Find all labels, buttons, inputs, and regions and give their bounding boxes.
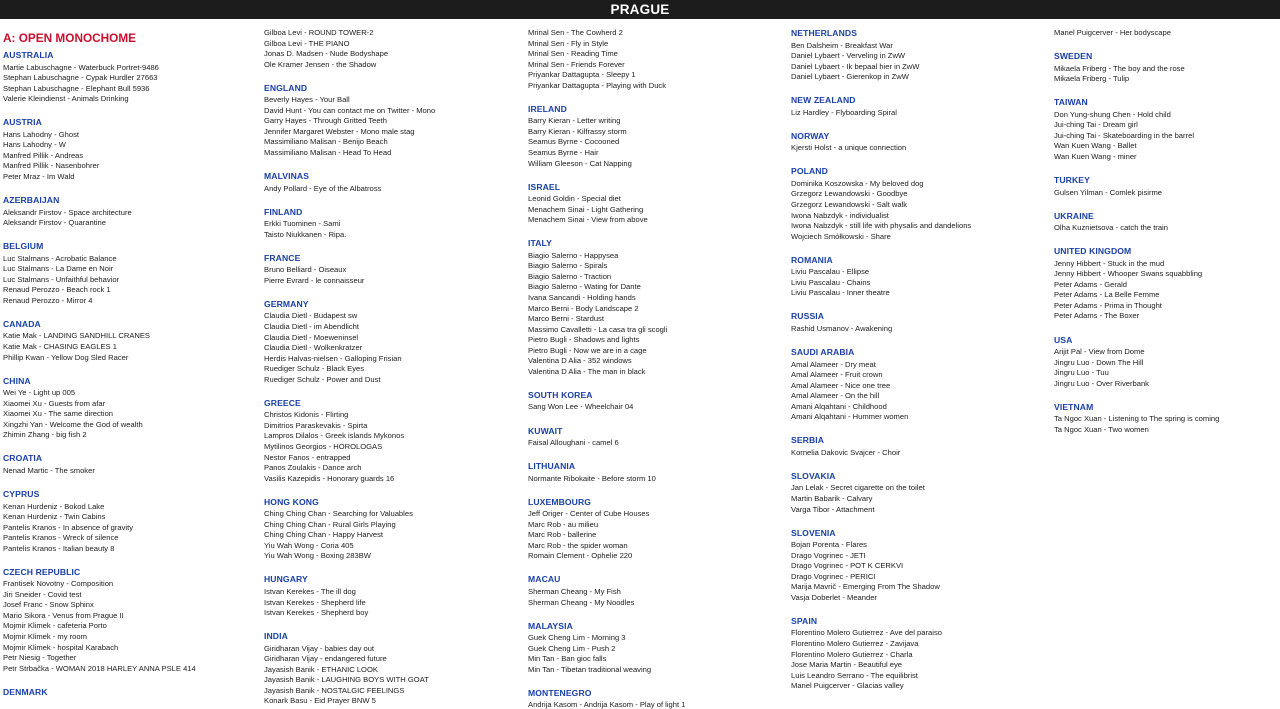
- country-heading: LITHUANIA: [528, 461, 576, 472]
- country-heading: BELGIUM: [3, 241, 44, 252]
- entry-item: Peter Adams - Prima in Thought: [1054, 300, 1162, 310]
- country-group: [528, 182, 788, 226]
- entry-item: Grzegorz Lewandowski - Goodbye: [791, 189, 908, 199]
- entry-item: Jingru Luo - Down The Hill: [1054, 357, 1144, 367]
- entry-item: Priyankar Dattagupta - Sleepy 1: [528, 70, 636, 80]
- entry-item: Mytilinos Georgios - HOROLOGAS: [264, 441, 383, 451]
- country-heading: VIETNAM: [1054, 401, 1094, 412]
- entry-item: Wojciech Smółkowski - Share: [791, 231, 891, 241]
- country-group: [528, 497, 788, 562]
- country-group: [264, 299, 524, 385]
- entry-item: Gilboa Levi - THE PIANO: [264, 38, 350, 48]
- entry-item: Pantelis Kranos - In absence of gravity: [3, 522, 134, 532]
- entry-item: Dominika Koszowska - My beloved dog: [791, 178, 924, 188]
- entry-item: Marc Rob - au milieu: [528, 519, 599, 529]
- country-group: [528, 426, 788, 449]
- entry-item: Valentina D Alia - 352 windows: [528, 356, 632, 366]
- entry-item: Nestor Fanos - entrapped: [264, 452, 351, 462]
- entry-item: Wan Kuen Wang - Ballet: [1054, 141, 1137, 151]
- entry-item: Claudia Dietl - Wolkenkratzer: [264, 343, 363, 353]
- entry-item: Herdis Halvas-nielsen - Galloping Frisian: [264, 353, 402, 363]
- entry-item: Marc Rob - the spider woman: [528, 540, 628, 550]
- entry-item: Istvan Kerekes - The ill dog: [264, 586, 356, 596]
- country-heading: UNITED KINGDOM: [1054, 246, 1132, 257]
- country-group: [791, 131, 1051, 154]
- country-group: [791, 255, 1051, 299]
- entry-item: Marija Mavrič - Emerging From The Shadow: [791, 582, 940, 592]
- country-heading: CYPRUS: [3, 489, 40, 499]
- entry-item: Min Tan - Ban gioc falls: [528, 654, 607, 664]
- country-group: [1054, 97, 1278, 162]
- entry-item: Florentino Molero Gutierrez - Ave del paraiso: [791, 628, 942, 638]
- entry-item: Jingru Luo - Tuu: [1054, 368, 1109, 378]
- entry-item: Giridharan Vijay - babies day out: [264, 643, 375, 653]
- entry-item: Liviu Pascalau - Ellipse: [791, 267, 870, 277]
- entry-item: Menachem Sinai - Light Gathering: [528, 204, 644, 214]
- entry-item: Petr Niesig - Together: [3, 653, 77, 663]
- country-heading: MALVINAS: [264, 171, 310, 182]
- entry-item: Vasja Doberlet - Meander: [791, 592, 877, 602]
- entry-item: Claudia Dietl - Moeweninsel: [264, 332, 359, 342]
- entry-item: Jeff Origer - Center of Cube Houses: [528, 509, 650, 519]
- entry-item: Mojmir Klimek - my room: [3, 632, 87, 642]
- country-heading: TURKEY: [1054, 175, 1090, 186]
- entry-item: Garry Hayes - Through Gritted Teeth: [264, 116, 387, 126]
- entry-item: Martin Babarik - Calvary: [791, 494, 873, 503]
- entry-item: Massimiliano Malisan - Benijo Beach: [264, 137, 388, 147]
- entry-item: Seamus Byrne - Cocooned: [528, 137, 620, 147]
- country-heading: ROMANIA: [791, 254, 833, 265]
- entry-item: Josef Franc - Snow Sphinx: [3, 600, 94, 610]
- entry-item: Jui-ching Tai - Dream girl: [1054, 120, 1138, 130]
- entry-item: Biagio Salerno - Happysea: [528, 250, 619, 260]
- entry-item: Florentino Molero Gutierrez - Zavijava: [791, 639, 919, 649]
- entry-item: Kenan Hurdeniz - Bokod Lake: [3, 501, 105, 511]
- entry-item: Wan Kuen Wang - miner: [1054, 151, 1137, 161]
- entry-item: Nenad Martic - The smoker: [3, 465, 95, 475]
- entry-item: Mrinal Sen - Fly in Style: [528, 38, 609, 48]
- entry-item: Panos Zoulakis - Dance arch: [264, 463, 362, 473]
- entry-item: Ching Ching Chan - Happy Harvest: [264, 530, 384, 540]
- country-group: [264, 631, 524, 707]
- entry-item: Wei Ye - Light up 005: [3, 388, 76, 398]
- country-heading: CROATIA: [3, 453, 43, 464]
- country-heading: ENGLAND: [264, 82, 308, 93]
- country-heading: SLOVENIA: [791, 527, 836, 538]
- entry-item: Hans Lahodny - W: [3, 140, 66, 150]
- entry-item: David Hunt - You can contact me on Twitter - Mono: [264, 105, 436, 115]
- entry-item: Peter Adams - La Belle Femme: [1054, 290, 1160, 300]
- entry-item: Daniel Lybaert - Gierenkop in ZwW: [791, 72, 909, 82]
- entry-item: Massimiliano Malisan - Head To Head: [264, 147, 392, 157]
- entry-item: Dimitrios Paraskevakis - Spirta: [264, 420, 368, 430]
- country-group: [264, 398, 524, 484]
- entry-item: Seamus Byrne - Hair: [528, 147, 599, 157]
- entry-item: Normante Ribokaite - Before storm 10: [528, 473, 656, 483]
- entry-item: Istvan Kerekes - Shepherd life: [264, 597, 366, 607]
- country-group: [528, 28, 788, 91]
- entry-item: Marco Berni - Stardust: [528, 314, 604, 324]
- entry-item: Manfred Pillik - Nasenbohrer: [3, 161, 100, 171]
- country-group: [528, 621, 788, 676]
- entry-item: Andrija Kasom - Andrija Kasom - Play of light 1: [528, 700, 686, 709]
- page-title: PRAGUE: [610, 2, 670, 17]
- country-group: [3, 489, 253, 554]
- country-heading: CANADA: [3, 318, 41, 329]
- country-group: [1054, 335, 1278, 390]
- country-group: [528, 390, 788, 413]
- entry-item: Renaud Perozzo - Mirror 4: [3, 295, 93, 305]
- entry-item: Pantelis Kranos - Italian beauty 8: [3, 543, 115, 553]
- country-heading: IRELAND: [528, 103, 567, 114]
- entry-item: Liviu Pascalau - Inner theatre: [791, 288, 890, 298]
- entry-item: Katie Mak - LANDING SANDHILL CRANES: [3, 331, 150, 341]
- entry-item: Rashid Usmanov - Awakening: [791, 323, 893, 333]
- entry-item: Jiri Sneider - Covid test: [3, 589, 82, 599]
- entry-item: Ruediger Schulz - Power and Dust: [264, 374, 381, 384]
- entry-item: Min Tan - Tibetan traditional weaving: [528, 664, 652, 674]
- country-group: [264, 28, 524, 70]
- country-group: [528, 688, 788, 709]
- country-heading: AZERBAIJAN: [3, 195, 60, 206]
- country-group: [791, 528, 1051, 604]
- entry-item: Pantelis Kranos - Wreck of silence: [3, 533, 119, 543]
- country-group: [1054, 28, 1278, 39]
- country-heading: ITALY: [528, 238, 552, 249]
- country-group: [791, 435, 1051, 458]
- entry-item: Jayasish Banik - LAUGHING BOYS WITH GOAT: [264, 675, 429, 685]
- entry-item: Stephan Labuschagne - Elephant Bull 5936: [3, 83, 150, 93]
- country-heading: USA: [1054, 334, 1073, 345]
- entry-item: Jayasish Banik - ETHANIC LOOK: [264, 664, 378, 674]
- country-heading: FINLAND: [264, 206, 303, 217]
- country-group: [3, 567, 253, 674]
- entry-item: Sherman Cheang - My Noodles: [528, 597, 635, 607]
- country-heading: ISRAEL: [528, 181, 561, 192]
- country-group: [3, 319, 253, 363]
- country-group: [1054, 402, 1278, 436]
- entry-item: Istvan Kerekes - Shepherd boy: [264, 608, 369, 618]
- section-title: A: OPEN MONOCHOME: [3, 31, 137, 45]
- entry-item: Luis Leandro Serrano - The equilibrist: [791, 670, 918, 680]
- entry-item: Ivana Sancandi - Holding hands: [528, 292, 636, 302]
- country-heading: SPAIN: [791, 615, 818, 626]
- column-1: [3, 28, 253, 709]
- country-group: [528, 104, 788, 169]
- entry-item: Priyankar Dattagupta - Playing with Duck: [528, 80, 667, 90]
- entry-item: Ta Ngoc Xuan - Two women: [1054, 424, 1149, 434]
- country-heading: UKRAINE: [1054, 210, 1094, 221]
- entry-item: Valerie Kleindienst - Animals Drinking: [3, 94, 129, 104]
- entry-item: Peter Adams - Gerald: [1054, 279, 1128, 289]
- country-heading: MONTENEGRO: [528, 687, 592, 698]
- country-heading: DENMARK: [3, 686, 48, 697]
- entry-item: Xiaomei Xu - The same direction: [3, 409, 114, 419]
- entry-item: Guek Cheng Lim - Push 2: [528, 643, 616, 653]
- country-group: [528, 238, 788, 377]
- entry-item: Biagio Salerno - Traction: [528, 271, 612, 281]
- country-group: [264, 253, 524, 287]
- column-4: [791, 28, 1051, 704]
- entry-item: Mojmir Klimek - hospital Karabach: [3, 642, 119, 652]
- entry-item: Drago Vogrinec - JETI: [791, 550, 866, 560]
- entry-item: Konark Basu - Eid Prayer BNW 5: [264, 696, 376, 706]
- entry-item: Romain Clement - Ophelie 220: [528, 551, 633, 561]
- country-heading: KUWAIT: [528, 425, 563, 436]
- country-heading: SWEDEN: [1054, 51, 1093, 62]
- country-heading: AUSTRALIA: [3, 50, 54, 60]
- entry-item: Daniel Lybaert - Verveling in ZwW: [791, 51, 906, 61]
- entry-item: Grzegorz Lewandowski - Salt walk: [791, 200, 908, 210]
- entry-item: Yiu Wah Wong - Coria 405: [264, 540, 354, 550]
- entry-item: Valentina D Alia - The man in black: [528, 366, 646, 376]
- entry-item: Barry Kieran - Kilfrassy storm: [528, 126, 627, 136]
- entry-item: Jennifer Margaret Webster - Mono male stag: [264, 126, 415, 136]
- entry-item: Drago Vogrinec - PERICI: [791, 571, 876, 581]
- entry-item: Frantisek Novotny - Composition: [3, 579, 114, 589]
- entry-item: Varga Tibor - Attachment: [791, 504, 875, 514]
- country-group: [791, 347, 1051, 423]
- entry-item: Mrinal Sen - Friends Forever: [528, 59, 625, 69]
- country-heading: NORWAY: [791, 130, 830, 141]
- entry-item: Gilboa Levi - ROUND TOWER-2: [264, 28, 374, 37]
- country-heading: MACAU: [528, 574, 561, 585]
- entry-item: Luc Stalmans - Unfaithful behavior: [3, 274, 120, 284]
- country-group: [791, 616, 1051, 692]
- country-group: [264, 207, 524, 241]
- entry-item: Kjersti Holst - a unique connection: [791, 143, 907, 153]
- entry-item: Jenny Hibbert - Stuck in the mud: [1054, 258, 1165, 268]
- country-group: [791, 471, 1051, 515]
- entry-item: Biagio Salerno - Wating for Dante: [528, 282, 641, 292]
- entry-item: Massimo Cavalletti - La casa tra gli scogli: [528, 324, 668, 334]
- entry-item: Amal Alameer - On the hill: [791, 391, 880, 401]
- country-group: [791, 166, 1051, 242]
- entry-item: Hans Lahodny - Ghost: [3, 129, 79, 139]
- entry-item: Manel Puigcerver - Glacias valley: [791, 681, 904, 691]
- country-group: [1054, 211, 1278, 234]
- entry-item: Jingru Luo - Over Riverbank: [1054, 378, 1149, 388]
- entry-item: Petr Strbačka - WOMAN 2018 HARLEY ANNA PSLE 414: [3, 663, 196, 673]
- entry-item: Mikaela Friberg - The boy and the rose: [1054, 63, 1185, 73]
- country-heading: HUNGARY: [264, 574, 308, 585]
- country-group: [3, 195, 253, 229]
- entry-item: Pietro Bugli - Now we are in a cage: [528, 345, 647, 355]
- country-heading: LUXEMBOURG: [528, 496, 592, 507]
- entry-item: Peter Adams - The Boxer: [1054, 311, 1140, 321]
- entry-item: Ta Ngoc Xuan - Listening to The spring is coming: [1054, 414, 1220, 424]
- country-group: [264, 171, 524, 194]
- entry-item: Xiaomei Xu - Guests from afar: [3, 398, 106, 408]
- country-group: [3, 453, 253, 476]
- country-heading: GERMANY: [264, 298, 309, 309]
- country-heading: GREECE: [264, 397, 301, 408]
- entry-item: Liz Hardley - Flyboarding Spiral: [791, 107, 897, 117]
- entry-item: Marc Rob - ballerine: [528, 530, 597, 540]
- country-heading: TAIWAN: [1054, 97, 1088, 108]
- entry-item: Jonas D. Madsen - Nude Bodyshape: [264, 49, 389, 59]
- entry-item: Kornelia Dakovic Svajcer - Choir: [791, 447, 901, 457]
- country-heading: NEW ZEALAND: [791, 95, 856, 106]
- entry-item: Claudia Dietl - im Abendlicht: [264, 321, 359, 331]
- country-group: [264, 83, 524, 159]
- country-group: [528, 461, 788, 484]
- entry-item: Manel Puigcerver - Her bodyscape: [1054, 28, 1171, 37]
- country-group: [3, 687, 253, 699]
- country-group: [1054, 246, 1278, 322]
- country-heading: SLOVAKIA: [791, 470, 836, 481]
- entry-item: Ole Kramer Jensen - the Shadow: [264, 59, 377, 69]
- entry-item: Stephan Labuschagne - Cypak Hurdler 27663: [3, 73, 158, 83]
- entry-item: Luc Stalmans - La Dame en Noir: [3, 264, 114, 274]
- entry-item: Lampros Dilalos - Greek islands Mykonos: [264, 431, 405, 441]
- entry-item: Mikaela Friberg - Tulip: [1054, 74, 1130, 84]
- entry-item: Leonid Goldin - Special diet: [528, 194, 621, 204]
- entry-item: Giridharan Vijay - endangered future: [264, 654, 387, 664]
- country-heading: HONG KONG: [264, 496, 319, 507]
- entry-item: Renaud Perozzo - Beach rock 1: [3, 285, 111, 295]
- country-heading: CHINA: [3, 375, 31, 386]
- entry-item: Taisto Niukkanen - Ripa.: [264, 229, 347, 239]
- entry-item: Mario Sikora - Venus from Prague II: [3, 610, 124, 620]
- country-group: [528, 574, 788, 608]
- entry-item: Manfred Pillik - Andreas: [3, 150, 84, 160]
- entry-item: Aleksandr Firstov - Space architecture: [3, 207, 132, 217]
- entry-item: Jayasish Banik - NOSTALGIC FEELINGS: [264, 685, 405, 695]
- entry-item: Arijit Pal - View from Dome: [1054, 347, 1145, 357]
- entry-item: Sang Won Lee - Wheelchair 04: [528, 402, 634, 412]
- column-5: [1054, 28, 1278, 448]
- country-group: [1054, 175, 1278, 198]
- entry-item: Phillip Kwan - Yellow Dog Sled Racer: [3, 352, 129, 362]
- entry-item: Martie Labuschagne - Waterbuck Portret-9486: [3, 62, 159, 72]
- entry-item: Mrinal Sen - The Cowherd 2: [528, 28, 623, 37]
- entry-item: Vasilis Kazepidis - Honorary guards 16: [264, 473, 395, 483]
- entry-item: Olha Kuznietsova - catch the train: [1054, 223, 1168, 233]
- country-group: [3, 117, 253, 182]
- entry-item: Jenny Hibbert - Whooper Swans squabbling: [1054, 269, 1203, 279]
- entry-item: Christos Kidonis - Flirting: [264, 410, 349, 420]
- entry-item: Amal Alameer - Dry meat: [791, 359, 876, 369]
- entry-item: Xingzhi Yan - Welcome the God of wealth: [3, 419, 143, 429]
- entry-item: Mojmir Klimek - cafeteria Porto: [3, 621, 107, 631]
- entry-item: Amal Alameer - Fruit crown: [791, 370, 883, 380]
- entry-item: Liviu Pascalau - Chains: [791, 277, 871, 287]
- entry-item: Kenan Hurdeniz - Twin Cabins: [3, 512, 106, 522]
- country-group: [264, 574, 524, 618]
- country-group: [3, 241, 253, 306]
- entry-item: Daniel Lybaert - Ik bepaal hier in ZwW: [791, 61, 920, 71]
- entry-item: Amani Alqahtani - Childhood: [791, 401, 887, 411]
- entry-item: Biagio Salerno - Spirals: [528, 261, 608, 271]
- entry-item: Drago Vogrinec - POT K CERKVI: [791, 561, 904, 571]
- entry-item: Sherman Cheang - My Fish: [528, 586, 621, 596]
- entry-item: Erkki Tuominen - Sami: [264, 219, 341, 229]
- entry-item: Andy Pollard - Eye of the Albatross: [264, 183, 382, 193]
- country-heading: SERBIA: [791, 435, 825, 446]
- entry-item: Gulsen Yilman - Comlek pisirme: [1054, 187, 1163, 197]
- entry-item: Faisal Alloughani - camel 6: [528, 438, 619, 447]
- entry-item: Ching Ching Chan - Searching for Valuables: [264, 509, 413, 519]
- page-header: [0, 0, 1280, 19]
- entry-item: Marco Berni - Body Landscape 2: [528, 303, 639, 313]
- country-heading: SAUDI ARABIA: [791, 347, 855, 358]
- entry-item: Iwona Nabzdyk - individualist: [791, 210, 889, 220]
- entry-item: Jui-ching Tai - Skateboarding in the barrel: [1054, 130, 1195, 140]
- country-heading: FRANCE: [264, 252, 301, 263]
- entry-item: Katie Mak - CHASING EAGLES 1: [3, 341, 117, 351]
- column-2: [264, 28, 524, 709]
- entry-item: Pierre Evrard - le connaisseur: [264, 275, 365, 285]
- column-3: [528, 28, 788, 709]
- entry-item: Barry Kieran - Letter writing: [528, 116, 621, 126]
- entry-item: Iwona Nabzdyk - still life with physalis and dandelions: [791, 221, 972, 231]
- entry-item: William Gleeson - Cat Napping: [528, 158, 632, 168]
- entry-item: Luc Stalmans - Acrobatic Balance: [3, 253, 117, 263]
- country-heading: AUSTRIA: [3, 117, 42, 128]
- country-heading: CZECH REPUBLIC: [3, 566, 81, 577]
- entry-item: Bojan Porenta - Flares: [791, 540, 867, 550]
- country-heading: RUSSIA: [791, 311, 825, 322]
- entry-item: Ruediger Schulz - Black Eyes: [264, 364, 365, 374]
- country-group: [1054, 51, 1278, 85]
- entry-item: Menachem Sinai - View from above: [528, 215, 648, 225]
- country-group: [791, 95, 1051, 118]
- country-group: [791, 311, 1051, 334]
- country-heading: POLAND: [791, 166, 828, 177]
- country-heading: SOUTH KOREA: [528, 389, 593, 400]
- entry-item: Yiu Wah Wong - Boxing 283BW: [264, 551, 371, 561]
- entry-item: Mrinal Sen - Reading Time: [528, 49, 618, 59]
- entry-item: Aleksandr Firstov - Quarantine: [3, 218, 106, 228]
- entry-item: Jose Maria Martin - Beautiful eye: [791, 660, 902, 670]
- entry-item: Ben Dalsheim - Breakfast War: [791, 40, 893, 50]
- entry-item: Don Yung-shung Chen - Hold child: [1054, 109, 1171, 119]
- country-group: [791, 28, 1051, 83]
- entry-item: Amani Alqahtani - Hummer women: [791, 412, 909, 422]
- country-heading: NETHERLANDS: [791, 28, 858, 38]
- entry-item: Claudia Dietl - Budapest sw: [264, 311, 358, 321]
- entry-item: Florentino Molero Gutierrez - Charla: [791, 649, 913, 659]
- entry-item: Zhimin Zhang - big fish 2: [3, 430, 87, 440]
- country-heading: INDIA: [264, 631, 288, 642]
- country-heading: MALAYSIA: [528, 620, 573, 631]
- entry-item: Bruno Belliard - Oiseaux: [264, 265, 347, 275]
- entry-item: Ching Ching Chan - Rural Girls Playing: [264, 519, 396, 529]
- country-group: [264, 497, 524, 562]
- entry-item: Peter Mraz - Im Wald: [3, 171, 75, 181]
- country-group: [3, 376, 253, 441]
- entry-item: Beverly Hayes - Your Ball: [264, 95, 350, 105]
- entry-item: Jan Lelak - Secret cigarette on the toilet: [791, 483, 925, 493]
- entry-item: Guek Cheng Lim - Morning 3: [528, 633, 626, 643]
- entry-item: Amal Alameer - Nice one tree: [791, 380, 891, 390]
- country-group: [3, 50, 253, 105]
- entry-item: Pietro Bugli - Shadows and lights: [528, 335, 640, 345]
